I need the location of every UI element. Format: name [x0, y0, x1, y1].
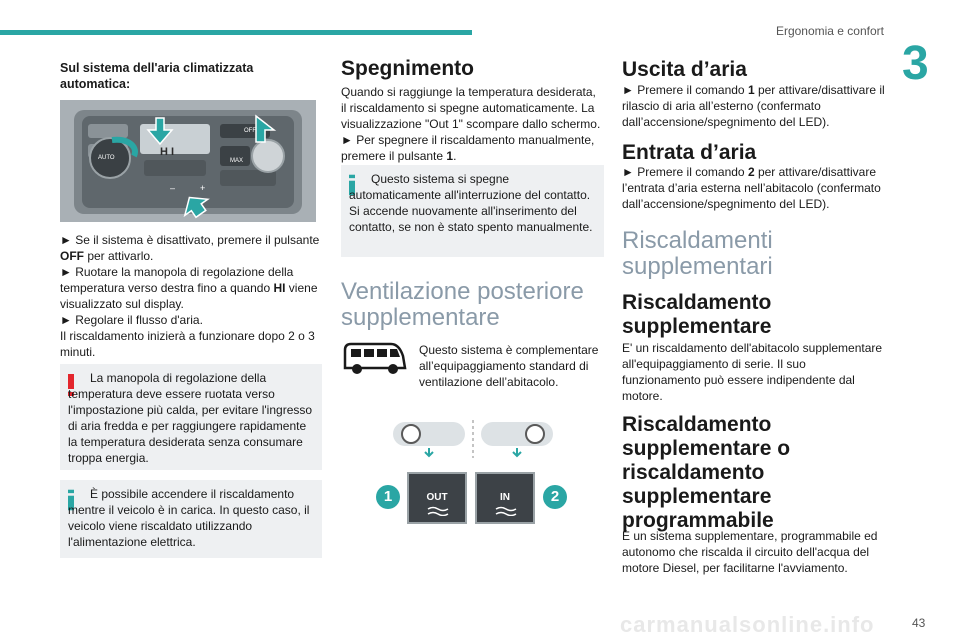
heading-riscaldamento-programmabile: Riscaldamento supplementare o riscaldamento supplementare programmabile — [622, 413, 791, 532]
air-in-icon — [495, 506, 517, 516]
heading-entrata: Entrata d’aria — [622, 141, 757, 164]
display-readout: H I — [160, 146, 175, 158]
warning-text: La manopola di regolazione della temperatura deve essere ruotata verso l'impostazione più calda, per evitare l'ingresso di aria fredda e per raggiungere rapidamente la temperatura desiderata senza consumare troppa energia. — [68, 371, 313, 465]
step-airflow: ► Regolare il flusso d'aria. — [60, 313, 203, 327]
climate-panel-illustration — [60, 100, 316, 222]
badge-1: 1 — [376, 485, 400, 509]
in-button — [475, 472, 535, 524]
step-activate: ► Se il sistema è disattivato, premere il pulsante OFF per attivarlo. — [60, 233, 320, 263]
out-button — [407, 472, 467, 524]
heading-uscita: Uscita d’aria — [622, 58, 747, 81]
off-button-label: OFF — [244, 128, 256, 134]
ventilazione-text: Questo sistema è complementare all’equipaggiamento standard di ventilazione dell’abitacolo. — [419, 343, 599, 389]
fan-plus-label: + — [200, 183, 206, 193]
header-bar — [0, 30, 472, 35]
heading-ventilazione: Ventilazione posteriore supplementare — [341, 278, 584, 331]
instructions-block — [60, 232, 322, 360]
uscita-text: ► Premere il comando 1 per attivare/disattivare il rilascio di aria all’esterno (confermato dall’accensione/spegnimento del LED). — [622, 83, 885, 129]
air-out-icon — [427, 506, 449, 516]
max-button-label: MAX — [230, 158, 244, 164]
programmabile-text: È un sistema supplementare, programmabile ed autonomo che riscalda il circuito dell'acqua del motore Diesel, per facilitarne l'avviamento. — [622, 529, 878, 575]
info-note-contact — [341, 165, 604, 257]
step-rotate: ► Ruotare la manopola di regolazione della temperatura verso destra fino a quando HI viene visualizzato sul display. — [60, 265, 318, 311]
in-button-label: IN — [500, 492, 510, 503]
entrata-text: ► Premere il comando 2 per attivare/disattivare l’entrata d’aria esterna nell’abitacolo (confermato dall’accensione/spegnimento del LED). — [622, 165, 881, 211]
watermark: carmanualsonline.info — [620, 612, 875, 637]
chapter-number: 3 — [902, 37, 929, 90]
auto-button-label: AUTO — [98, 155, 115, 161]
spegnimento-text — [341, 84, 604, 164]
van-icon — [341, 340, 407, 376]
spegnimento-p2: ► Per spegnere il riscaldamento manualmente, premere il pulsante 1. — [341, 133, 595, 163]
badge-2: 2 — [543, 485, 567, 509]
intro-title: Sul sistema dell'aria climatizzata automatica: — [60, 61, 254, 91]
section-title: Ergonomia e confort — [775, 24, 884, 38]
heading-spegnimento: Spegnimento — [341, 57, 475, 80]
riscaldamento-text: E' un riscaldamento dell'abitacolo supplementare all'equipaggiamento di serie. Il suo funzionamento può essere indipendente dal motore. — [622, 341, 883, 403]
warning-note — [60, 364, 322, 470]
step-start-time: Il riscaldamento inizierà a funzionare dopo 2 o 3 minuti. — [60, 329, 315, 359]
info-contact-text: Questo sistema si spegne automaticamente all'interruzione del contatto. Si accende nuovamente all'inserimento del contatto, se non è stato spento manualmente. — [349, 172, 593, 234]
info-note-charging — [60, 480, 322, 558]
ventilation-diagram — [391, 418, 555, 462]
heading-riscaldamento-supplementare: Riscaldamento supplementare — [622, 291, 772, 338]
info-charging-text: È possibile accendere il riscaldamento mentre il veicolo è in carica. In questo caso, il veicolo viene riscaldato utilizzando l'alimentazione elettrica. — [68, 487, 310, 549]
out-button-label: OUT — [426, 492, 448, 503]
climate-panel-figure — [60, 100, 316, 222]
page-number: 43 — [912, 616, 926, 630]
heading-riscaldamenti: Riscaldamenti supplementari — [622, 227, 773, 280]
spegnimento-p1: Quando si raggiunge la temperatura desiderata, il riscaldamento si spegne automaticamente. La visualizzazione "Out 1" scompare dallo schermo. — [341, 85, 601, 131]
fan-minus-label: – — [170, 183, 176, 193]
